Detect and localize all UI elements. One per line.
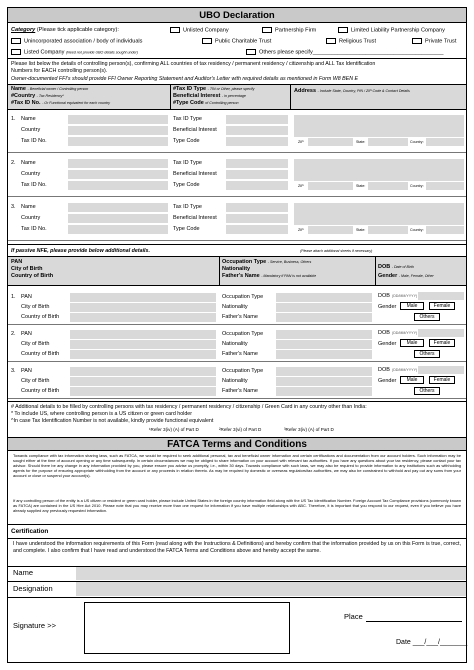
th-gender: Gender - Male, Female, Other	[378, 273, 434, 279]
th-pan: PAN	[11, 259, 23, 265]
th-typecode: #Type Code of Controlling person	[173, 100, 239, 106]
passive-nfe-intro: If passive NFE, please provide below additional details.	[11, 248, 150, 254]
t1-field-label: Country	[21, 171, 41, 177]
t2-mid-input[interactable]	[276, 293, 372, 302]
t2-input[interactable]	[70, 313, 216, 322]
t1-field-label: Tax ID No.	[21, 138, 47, 144]
divider	[219, 256, 220, 286]
t2-mid-label: Father's Name	[222, 351, 258, 357]
t2-mid-label: Nationality	[222, 378, 248, 384]
gender-others-option[interactable]: Others	[414, 350, 440, 358]
dob-format: (DD/MM/YYYY)	[392, 294, 418, 298]
t1-field-label: Tax ID No.	[21, 226, 47, 232]
note-tin: ^In case Tax Identification Number is not available, kindly provide functional equivalent	[11, 418, 214, 424]
t1-mid-label: Tax ID Type	[173, 160, 202, 166]
intro-line-3: Owner-documented FFI's should provide FFI Owner Reporting Statement and Auditor's Letter with required details as mentioned in Form W8 BEN E	[11, 76, 359, 82]
t2-mid-label: Father's Name	[222, 314, 258, 320]
divider	[8, 538, 466, 539]
fatca-paragraph-1: Towards compliance with tax information sharing laws, such as FATCA, we would be required to seek additional personal, tax and beneficial owner information and certain certifications and documentation from our account holders. Such information may be sought either at the time of account opening or any time subsequently. In certain circumstances we may be obliged to share information on your account with relevant tax authorities. If you have any questions about your tax residency, please contact your tax advisor. Should there be any change in any information provided by you, please ensure you advise us promptly, i.e., within 30 days. Towards compliance with such laws, we may also be required to provide information to any institutions such as withholding agents for the purpose of ensuring appropriate withholding from the account or any proceeds in relation thereto. As may be required by domestic or overseas regulators/tax authorities, we may also be constrained to withhold and pay out any sums from your account or close or suspend your account(s).	[13, 453, 461, 478]
state-label: State:	[356, 140, 366, 144]
zip-input[interactable]	[308, 138, 353, 146]
divider	[8, 244, 466, 245]
divider	[8, 524, 466, 525]
country-input[interactable]	[426, 182, 464, 190]
ref-2: ²Refer 3(vi) of Part D	[219, 427, 262, 432]
note-us: * To include US, where controlling person is a US citizen or green card holder	[11, 411, 192, 417]
th-country: #Country - Tax Residency*	[11, 93, 64, 99]
category-partnership[interactable]: Partnership Firm	[262, 27, 316, 34]
row-number: 2.	[11, 331, 16, 337]
category-label: Category	[11, 27, 36, 33]
t2-mid-input[interactable]	[276, 367, 372, 376]
t1-mid-label: Beneficial Interest	[173, 215, 217, 221]
certification-text: I have understood the information requirements of this Form (read along with the Instructions & Definitions) and hereby confirm that the information provided by us on this Form is true, correct, and complete. I also confirm that I have read and understood the FATCA Terms and Conditions above and hereby accept the same.	[13, 541, 461, 554]
t1-field-label: Tax ID No.	[21, 182, 47, 188]
checkbox[interactable]	[338, 27, 348, 33]
t1-mid-label: Type Code	[173, 138, 200, 144]
t1-address-input[interactable]	[294, 159, 464, 181]
t2-field-label: Country of Birth	[21, 314, 60, 320]
t2-mid-input[interactable]	[276, 387, 372, 396]
t2-field-label: Country of Birth	[21, 388, 60, 394]
gender-others-option[interactable]: Others	[414, 387, 440, 395]
note-additional: # Additional details to be filled by controlling persons with tax residency / permanent residency / citizenship / Green Card in any country other than India:	[11, 404, 367, 410]
gender-male-option[interactable]: Male	[400, 376, 424, 384]
t1-input[interactable]	[68, 225, 168, 234]
t2-field-label: City of Birth	[21, 341, 50, 347]
divider	[375, 256, 376, 286]
t2-input[interactable]	[70, 303, 216, 312]
signature-label: Signature >>	[13, 621, 56, 630]
t2-mid-input[interactable]	[276, 313, 372, 322]
zip-input[interactable]	[308, 226, 353, 234]
t2-field-label: PAN	[21, 331, 32, 337]
t2-input[interactable]	[70, 330, 216, 339]
name-label: Name	[13, 568, 34, 577]
t1-mid-input[interactable]	[226, 115, 288, 124]
gender-male-option[interactable]: Male	[400, 302, 424, 310]
t1-mid-input[interactable]	[226, 170, 288, 179]
passive-nfe-note: (Please attach additional sheets if necessary)	[300, 249, 373, 253]
t2-mid-label: Occupation Type	[222, 331, 264, 337]
t1-mid-label: Beneficial Interest	[173, 127, 217, 133]
t1-input[interactable]	[68, 137, 168, 146]
checkbox[interactable]	[412, 38, 422, 44]
country-label: Country:	[410, 184, 424, 188]
divider	[8, 58, 466, 59]
signature-box[interactable]	[84, 602, 290, 654]
t1-input[interactable]	[68, 115, 168, 124]
checkbox[interactable]	[326, 38, 336, 44]
t2-mid-label: Father's Name	[222, 388, 258, 394]
state-label: State:	[356, 184, 366, 188]
checkbox[interactable]	[11, 38, 21, 44]
t2-input[interactable]	[70, 367, 216, 376]
t2-mid-input[interactable]	[276, 303, 372, 312]
th-taxid: #Tax ID No. - Or Functional equivalent for each country	[11, 100, 110, 106]
place-line[interactable]	[366, 621, 462, 622]
gender-label: Gender	[378, 304, 397, 310]
t1-field-label: Name	[21, 116, 36, 122]
th-name: Name - Beneficial owner / Controlling person	[11, 86, 89, 92]
t2-mid-input[interactable]	[276, 340, 372, 349]
t2-mid-label: Nationality	[222, 341, 248, 347]
country-input[interactable]	[426, 138, 464, 146]
category-unlisted[interactable]: Unlisted Company	[170, 27, 229, 34]
zip-label: ZIP	[298, 184, 304, 188]
checkbox[interactable]	[170, 27, 180, 33]
t2-mid-label: Nationality	[222, 304, 248, 310]
category-religious-trust[interactable]: Religious Trust	[326, 38, 376, 45]
fatca-title: FATCA Terms and Conditions	[8, 437, 466, 451]
intro-line-2: Numbers for EACH controlling person(s).	[11, 68, 108, 74]
t2-field-label: City of Birth	[21, 304, 50, 310]
row-number: 3.	[11, 204, 16, 210]
th-nat: Nationality	[222, 266, 251, 272]
category-llp[interactable]: Limited Liability Partnership Company	[338, 27, 445, 34]
row-divider	[8, 152, 466, 153]
checkbox[interactable]	[246, 49, 256, 55]
state-label: State:	[356, 228, 366, 232]
t1-input[interactable]	[68, 214, 168, 223]
row-number: 3.	[11, 368, 16, 374]
row-divider	[8, 240, 466, 241]
row-number: 1.	[11, 294, 16, 300]
dob-input[interactable]	[418, 329, 464, 337]
row-divider	[8, 196, 466, 197]
t1-mid-input[interactable]	[226, 214, 288, 223]
gender-female-option[interactable]: Female	[429, 339, 455, 347]
t2-mid-input[interactable]	[276, 330, 372, 339]
fatca-paragraph-2: If any controlling person of the entity is a US citizen or resident or green card holder, please include United States in the foreign country information field along with the US Tax Identification Number. Foreign Account Tax Compliance provisions (commonly known as FATCA) are contained in the US Hire Act 2010. Please note that you may receive more than one request for information if you have multiple relationships with ABC. Therefore, it is important that you respond to our request, even if you believe you have already supplied any previously requested information.	[13, 498, 461, 513]
t2-input[interactable]	[70, 350, 216, 359]
th-occ: Occupation Type - Service, Business, Others	[222, 259, 312, 265]
th-city: City of Birth	[11, 266, 43, 272]
zip-input[interactable]	[308, 182, 353, 190]
row-divider	[8, 324, 466, 325]
row-number: 1.	[11, 116, 16, 122]
t1-input[interactable]	[68, 126, 168, 135]
th-address: Address - Include State, Country, PIN / ZIP Code & Contact Details	[294, 88, 410, 94]
t2-field-label: Country of Birth	[21, 351, 60, 357]
name-field[interactable]	[76, 567, 466, 580]
gender-male-option[interactable]: Male	[400, 339, 424, 347]
t1-mid-input[interactable]	[226, 137, 288, 146]
state-input[interactable]	[368, 138, 408, 146]
dob-format: (DD/MM/YYYY)	[392, 368, 418, 372]
dob-label: DOB	[378, 367, 390, 373]
t1-mid-input[interactable]	[226, 126, 288, 135]
category-hint: (Please tick applicable category):	[36, 27, 119, 33]
t2-input[interactable]	[70, 293, 216, 302]
country-input[interactable]	[426, 226, 464, 234]
t1-field-label: Name	[21, 204, 36, 210]
th-taxidtype: #Tax ID Type - TIN or Other, please specify	[173, 86, 255, 92]
gender-female-option[interactable]: Female	[429, 376, 455, 384]
t2-field-label: PAN	[21, 294, 32, 300]
country-label: Country:	[410, 140, 424, 144]
gender-others-option[interactable]: Others	[414, 313, 440, 321]
divider	[8, 401, 466, 402]
row-divider	[8, 361, 466, 362]
dob-label: DOB	[378, 293, 390, 299]
t1-mid-label: Beneficial Interest	[173, 171, 217, 177]
t1-mid-input[interactable]	[226, 203, 288, 212]
certification-title: Certification	[11, 528, 49, 535]
designation-label: Designation	[13, 584, 53, 593]
dob-label: DOB	[378, 330, 390, 336]
th-cob: Country of Birth	[11, 273, 54, 279]
th-benef: Beneficial Interest - in percentage	[173, 93, 246, 99]
divider	[170, 84, 171, 110]
th-father: Father's Name - Mandatory if PAN is not available	[222, 273, 317, 279]
t1-mid-label: Tax ID Type	[173, 204, 202, 210]
t1-mid-label: Type Code	[173, 226, 200, 232]
gender-label: Gender	[378, 341, 397, 347]
state-input[interactable]	[368, 226, 408, 234]
category-listed[interactable]: Listed Company (Need not provide UBO details sought under)	[11, 49, 138, 56]
place-label: Place	[344, 612, 363, 621]
t2-input[interactable]	[70, 387, 216, 396]
intro-line-1: Please list below the details of controlling person(s), confirming ALL countries of tax residency / permanent residency / citizenship and ALL Tax Identification	[11, 61, 376, 67]
zip-label: ZIP	[298, 140, 304, 144]
t1-field-label: Country	[21, 127, 41, 133]
t1-field-label: Name	[21, 160, 36, 166]
country-label: Country:	[410, 228, 424, 232]
gender-label: Gender	[378, 378, 397, 384]
checkbox[interactable]	[11, 49, 21, 55]
ref-3: ³Refer 3(iv) (A) of Part D	[284, 427, 334, 432]
t2-field-label: City of Birth	[21, 378, 50, 384]
t1-mid-input[interactable]	[226, 159, 288, 168]
divider	[290, 84, 291, 110]
form-frame	[7, 7, 467, 663]
t2-input[interactable]	[70, 340, 216, 349]
t1-input[interactable]	[68, 159, 168, 168]
category-public-trust[interactable]: Public Charitable Trust	[202, 38, 271, 45]
state-input[interactable]	[368, 182, 408, 190]
t2-field-label: PAN	[21, 368, 32, 374]
dob-input[interactable]	[418, 292, 464, 300]
date-field[interactable]: Date ___/___/_______	[396, 639, 468, 646]
t1-input[interactable]	[68, 170, 168, 179]
ubo-title: UBO Declaration	[8, 8, 466, 23]
t2-mid-label: Occupation Type	[222, 368, 264, 374]
dob-input[interactable]	[418, 366, 464, 374]
t1-mid-input[interactable]	[226, 225, 288, 234]
t1-input[interactable]	[68, 181, 168, 190]
gender-female-option[interactable]: Female	[429, 302, 455, 310]
t2-input[interactable]	[70, 377, 216, 386]
row-number: 2.	[11, 160, 16, 166]
ref-1: ¹Refer 3(iv) (A) of Part D	[149, 427, 199, 432]
t1-field-label: Country	[21, 215, 41, 221]
checkbox[interactable]	[202, 38, 212, 44]
t1-mid-input[interactable]	[226, 181, 288, 190]
category-others[interactable]: Others please specify__________________________________________	[246, 49, 443, 56]
zip-label: ZIP	[298, 228, 304, 232]
dob-format: (DD/MM/YYYY)	[392, 331, 418, 335]
row-divider	[8, 398, 466, 399]
checkbox[interactable]	[262, 27, 272, 33]
t2-mid-label: Occupation Type	[222, 294, 264, 300]
t1-mid-label: Type Code	[173, 182, 200, 188]
t2-mid-input[interactable]	[276, 350, 372, 359]
t2-mid-input[interactable]	[276, 377, 372, 386]
t1-input[interactable]	[68, 203, 168, 212]
t1-mid-label: Tax ID Type	[173, 116, 202, 122]
designation-field[interactable]	[76, 582, 466, 596]
category-private-trust[interactable]: Private Trust	[412, 38, 456, 45]
th-dob: DOB - Date of Birth	[378, 264, 414, 270]
category-line	[11, 27, 119, 33]
t1-address-input[interactable]	[294, 115, 464, 137]
divider	[8, 597, 466, 598]
t1-address-input[interactable]	[294, 203, 464, 225]
category-unincorporated[interactable]: Unincorporated association / body of individuals	[11, 38, 142, 45]
